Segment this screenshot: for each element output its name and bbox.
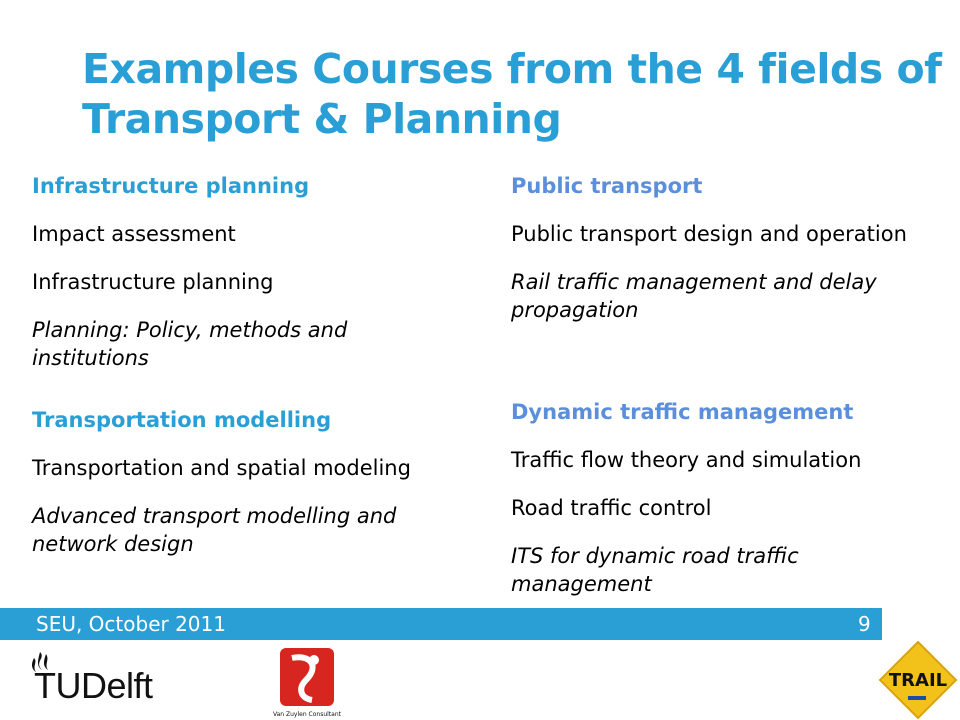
slide-title [82, 44, 942, 144]
field-modelling [32, 406, 472, 558]
course-item: Planning: Policy, methods and [32, 318, 348, 342]
field-dynamic [511, 398, 959, 598]
vanzuylen-caption: Van Zuylen Consultant [272, 711, 342, 718]
field-heading-infrastructure: Infrastructure planning [32, 174, 310, 198]
field-public-transport [511, 172, 959, 324]
tudelft-wordmark: TUDelft [34, 665, 153, 706]
course-item: Public transport design and operation [511, 222, 907, 246]
slide-title-line2: Transport & Planning [82, 95, 562, 143]
course-item: network design [32, 532, 194, 556]
course-item: institutions [32, 346, 149, 370]
course-item: ITS for dynamic road traffic [511, 544, 799, 568]
field-heading-public-transport: Public transport [511, 174, 703, 198]
course-item: Impact assessment [32, 222, 236, 246]
course-item: Transportation and spatial modeling [32, 456, 411, 480]
slide-title-line1: Examples Courses from the 4 fields of [82, 45, 942, 93]
trail-wordmark: TRAIL [888, 670, 948, 691]
field-heading-modelling: Transportation modelling [32, 408, 332, 432]
course-item: Rail traffic management and delay [511, 270, 877, 294]
field-heading-dynamic: Dynamic traffic management [511, 400, 854, 424]
field-infrastructure [32, 172, 472, 372]
course-item: propagation [511, 298, 639, 322]
course-item: Road traffic control [511, 496, 712, 520]
course-item: Advanced transport modelling and [32, 504, 397, 528]
trail-logo [878, 640, 958, 720]
course-item: management [511, 572, 652, 596]
vanzuylen-logo [270, 646, 344, 720]
footer-date: SEU, October 2011 [36, 612, 226, 636]
course-item: Infrastructure planning [32, 270, 274, 294]
course-item: Traffic flow theory and simulation [511, 448, 862, 472]
page-number: 9 [858, 612, 871, 636]
